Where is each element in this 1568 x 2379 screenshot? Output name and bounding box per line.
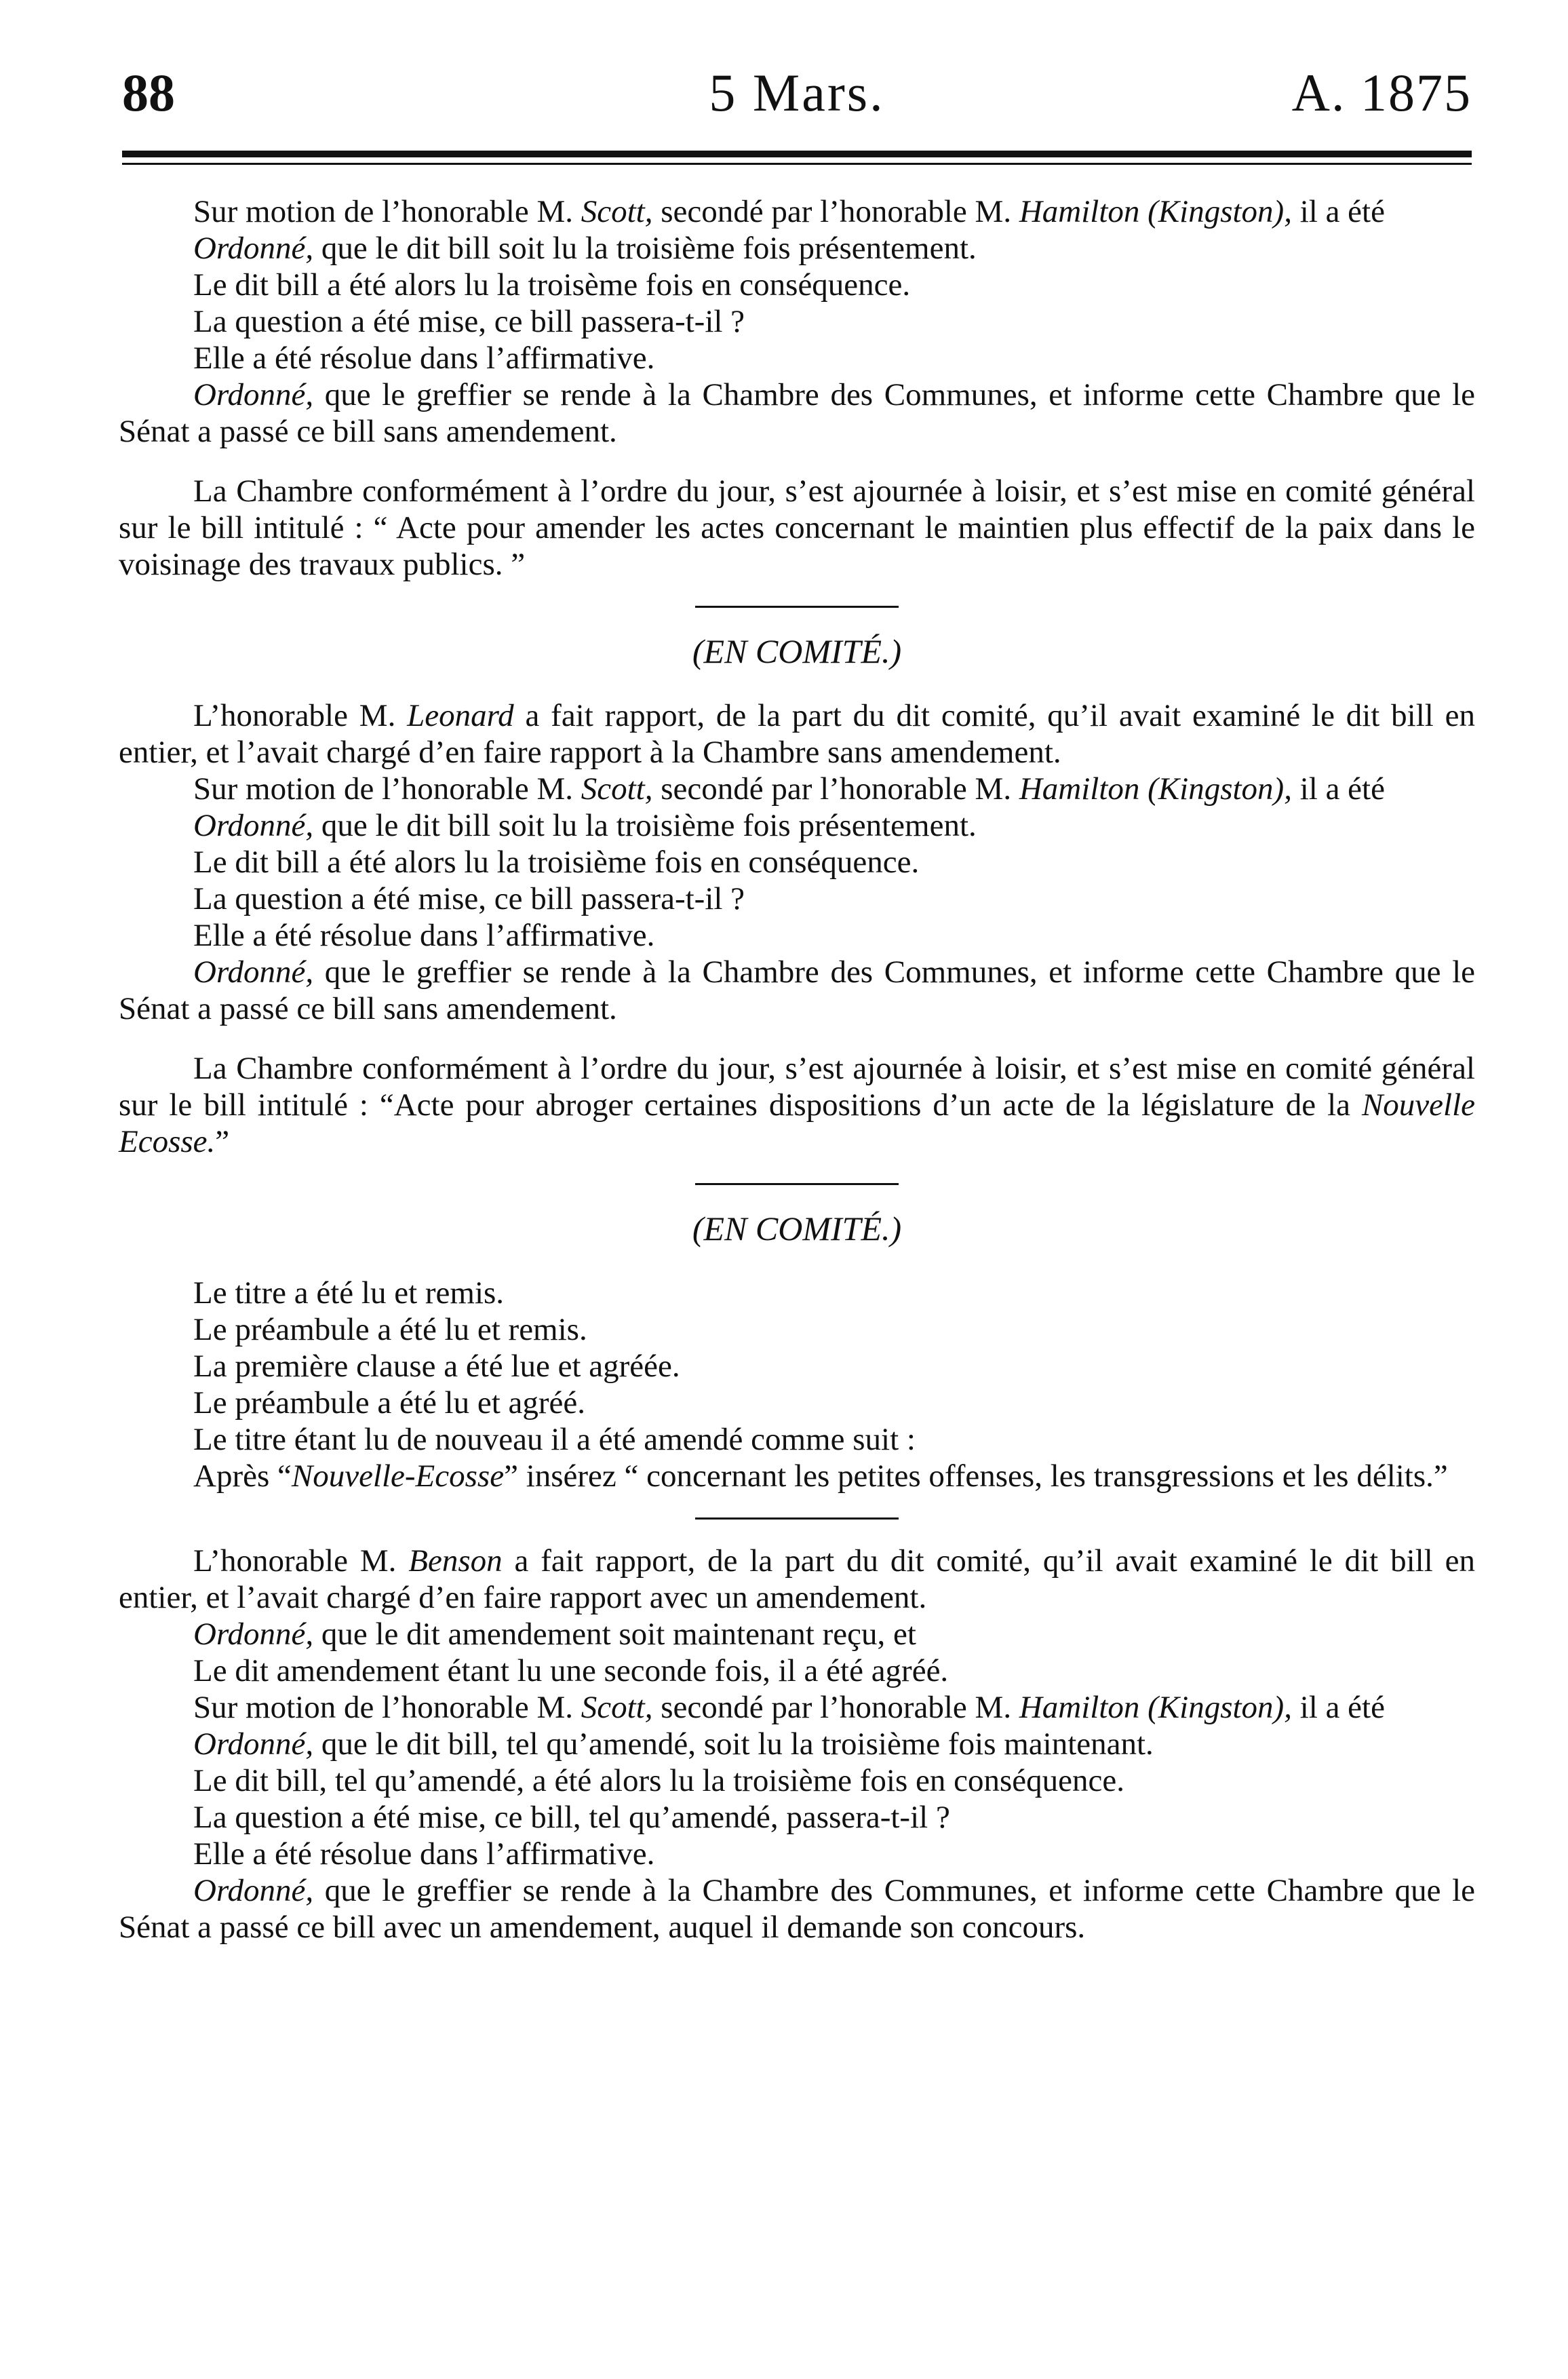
nouvelle-ecosse: Nouvelle-Ecosse: [291, 1458, 505, 1494]
page-number: 88: [122, 63, 175, 122]
name-leonard: Leonard: [407, 698, 514, 733]
text: que le dit amendement soit maintenant reçu, et: [321, 1617, 916, 1652]
paragraph: [119, 1872, 1475, 1946]
name-scott: Scott,: [581, 1690, 653, 1725]
text: Sur motion de l’honorable M.: [193, 194, 574, 229]
name-benson: Benson: [408, 1543, 503, 1579]
paragraph: La première clause a été lue et agréée.: [193, 1349, 680, 1384]
paragraph: [119, 1543, 1475, 1616]
text: Sur motion de l’honorable M.: [193, 771, 574, 807]
name-hamilton: Hamilton (Kingston),: [1019, 1690, 1292, 1725]
paragraph: La question a été mise, ce bill passera-t-il ?: [193, 881, 745, 916]
paragraph: Elle a été résolue dans l’affirmative.: [193, 918, 655, 953]
name-scott: Scott,: [581, 771, 653, 807]
text: a fait rapport, de la part du dit comité, qu’il avait examiné le dit bill en entier, et l’avait chargé d’en faire rapport avec un amendement.: [119, 1543, 1475, 1615]
paragraph: [119, 376, 1475, 450]
text: que le greffier se rende à la Chambre des Communes, et informe cette Chambre que le Sénat a passé ce bill avec un amendement, auquel il demande son concours.: [119, 1873, 1476, 1945]
paragraph: Le titre a été lu et remis.: [193, 1275, 505, 1311]
paragraph: Le dit bill a été alors lu la troisème fois en conséquence.: [193, 267, 911, 303]
paragraph: [119, 1616, 1475, 1652]
paragraph: [119, 954, 1475, 1027]
paragraph: La Chambre conformément à l’ordre du jour, s’est ajournée à loisir, et s’est mise en comité général sur le bill intitulé : “ Acte pour amender les actes concernant le maintien plus effectif de la paix dans le voisinage des travaux publics. ”: [119, 473, 1475, 582]
name-scott: Scott,: [581, 194, 653, 229]
text: que le dit bill, tel qu’amendé, soit lu la troisième fois maintenant.: [321, 1726, 1154, 1762]
text: ” insérez “ concernant les petites offenses, les transgressions et les délits.”: [504, 1458, 1448, 1494]
text: L’honorable M.: [193, 1543, 397, 1579]
nouvelle-ecosse: Nouvelle Ecosse.: [119, 1087, 1476, 1159]
paragraph: Le dit amendement étant lu une seconde fois, il a été agréé.: [193, 1653, 949, 1688]
text: ”: [215, 1124, 230, 1159]
section-heading: (EN COMITÉ.): [692, 632, 902, 670]
paragraph: Le dit bill a été alors lu la troisième fois en conséquence.: [193, 845, 920, 880]
header-year: A. 1875: [1291, 63, 1472, 122]
name-hamilton: Hamilton (Kingston),: [1019, 194, 1292, 229]
paragraph: Le titre étant lu de nouveau il a été amendé comme suit :: [193, 1422, 916, 1457]
ordonne-label: Ordonné,: [193, 808, 314, 843]
paragraph: Elle a été résolue dans l’affirmative.: [193, 341, 655, 376]
text: La Chambre conformément à l’ordre du jour, s’est ajournée à loisir, et s’est mise en comité général sur le bill intitulé : “Acte pour abroger certaines dispositions d’un acte de la législature de la: [119, 1051, 1475, 1123]
ordonne-label: Ordonné,: [193, 377, 314, 412]
paragraph: [119, 1458, 1475, 1494]
text: que le dit bill soit lu la troisième fois présentement.: [321, 808, 977, 843]
ordonne-label: Ordonné,: [193, 1617, 314, 1652]
paragraph: [119, 771, 1475, 807]
text: que le greffier se rende à la Chambre des Communes, et informe cette Chambre que le Sénat a passé ce bill sans amendement.: [119, 377, 1476, 449]
page-header: [122, 62, 1472, 123]
header-rule-thick: [122, 151, 1472, 157]
text: que le dit bill soit lu la troisième fois présentement.: [321, 231, 977, 266]
text: secondé par l’honorable M.: [661, 194, 1012, 229]
text: que le greffier se rende à la Chambre des Communes, et informe cette Chambre que le Sénat a passé ce bill sans amendement.: [119, 954, 1476, 1026]
paragraph: La question a été mise, ce bill passera-t-il ?: [193, 304, 745, 339]
text: secondé par l’honorable M.: [661, 771, 1012, 807]
text: il a été: [1299, 771, 1385, 807]
text: Sur motion de l’honorable M.: [193, 1690, 574, 1725]
paragraph: La question a été mise, ce bill, tel qu’amendé, passera-t-il ?: [193, 1800, 950, 1835]
section-heading: (EN COMITÉ.): [692, 1210, 902, 1247]
ordonne-label: Ordonné,: [193, 1873, 314, 1908]
paragraph: [119, 807, 1475, 844]
ordonne-label: Ordonné,: [193, 954, 314, 990]
text: secondé par l’honorable M.: [661, 1690, 1012, 1725]
separator-rule: [695, 1517, 899, 1520]
text: il a été: [1299, 1690, 1385, 1725]
paragraph: [119, 230, 1475, 267]
text: il a été: [1299, 194, 1385, 229]
paragraph: Le préambule a été lu et remis.: [193, 1312, 587, 1347]
separator-rule: [695, 606, 899, 608]
ordonne-label: Ordonné,: [193, 1726, 314, 1762]
name-hamilton: Hamilton (Kingston),: [1019, 771, 1292, 807]
paragraph: [119, 1689, 1475, 1726]
document-body: [119, 193, 1475, 1946]
ordonne-label: Ordonné,: [193, 231, 314, 266]
header-date: 5 Mars.: [709, 63, 885, 122]
paragraph: Le préambule a été lu et agréé.: [193, 1385, 586, 1420]
text: Après “: [193, 1458, 292, 1494]
paragraph: [119, 193, 1475, 230]
paragraph: Le dit bill, tel qu’amendé, a été alors lu la troisième fois en conséquence.: [193, 1763, 1124, 1798]
paragraph: Elle a été résolue dans l’affirmative.: [193, 1836, 655, 1872]
text: a fait rapport, de la part du dit comité, qu’il avait examiné le dit bill en entier, et l’avait chargé d’en faire rapport à la Chambre sans amendement.: [119, 698, 1476, 770]
header-rule-thin: [122, 163, 1472, 165]
text: L’honorable M.: [193, 698, 396, 733]
paragraph: [119, 1050, 1475, 1160]
separator-rule: [695, 1183, 899, 1185]
paragraph: [119, 1726, 1475, 1762]
paragraph: [119, 697, 1475, 771]
